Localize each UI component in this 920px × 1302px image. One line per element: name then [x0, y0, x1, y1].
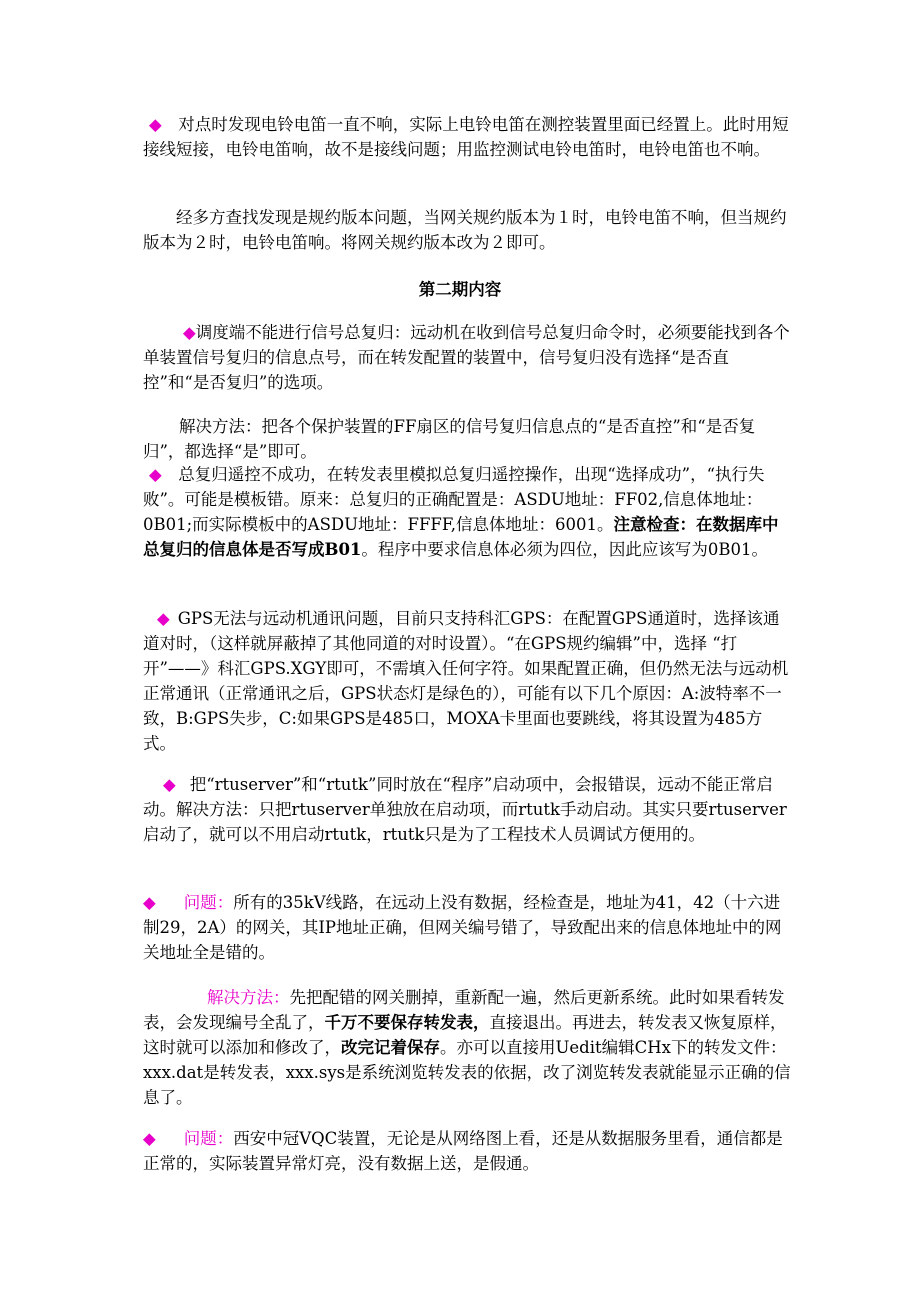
paragraph-text: 西安中冠VQC装置，无论是从网络图上看，还是从数据服务里看，通信都是正常的，实际装置异常灯亮，没有数据上送，是假通。 [143, 1129, 783, 1173]
question-label: 问题： [183, 1129, 234, 1148]
paragraph-text: 经多方查找发现是规约版本问题，当网关规约版本为１时，电铃电笛不响，但当规约版本为２时，电铃电笛响。将网关规约版本改为２即可。 [143, 208, 787, 252]
paragraph-gateway-solution [143, 985, 793, 1110]
paragraph-text: GPS无法与远动机通讯问题，目前只支持科汇GPS：在配置GPS通道时，选择该通道对时，（这样就屏蔽掉了其他同道的对时设置）。“在GPS规约编辑”中，选择 “打开”——》科汇GPS.XGY即可，不需填入任何字符。如果配置正确，但仍然无法与远动机正常通讯（正常通讯之后，GPS状态灯是绿色的），可能有以下几个原因：A:波特率不一致，B:GPS失步，C:如果GPS是485口，MOXA卡里面也要跳线，将其设置为485方式。 [143, 609, 789, 753]
paragraph-total-reset [143, 462, 793, 562]
paragraph-text-3: 。亦可以直接用Uedit编辑CHx下的转发文件：xxx.dat是转发表，xxx.sys是系统浏览转发表的依据，改了浏览转发表就能显示正确的信息了。 [143, 1038, 791, 1107]
paragraph-bell-issue [143, 112, 793, 162]
diamond-bullet-icon: ◆ [149, 465, 162, 484]
paragraph-rtuserver [143, 772, 793, 847]
paragraph-text: 解决方法：把各个保护装置的FF扇区的信号复归信息点的“是否直控”和“是否复归”，都选择“是”即可。 [143, 417, 756, 461]
question-label: 问题： [183, 893, 234, 912]
section-title: 第二期内容 [418, 280, 502, 299]
diamond-bullet-icon: ◆ [149, 115, 162, 134]
paragraph-text: 所有的35kV线路，在远动上没有数据，经检查是，地址为41，42（十六进制29，2A）的网关，其IP地址正确，但网关编号错了，导致配出来的信息体地址中的网关地址全是错的。 [143, 893, 782, 962]
paragraph-text-tail: 。程序中要求信息体必须为四位，因此应该写为0B01。 [361, 540, 769, 559]
diamond-bullet-icon: ◆ [157, 609, 170, 628]
paragraph-text: 总复归遥控不成功，在转发表里模拟总复归遥控操作，出现“选择成功”，“执行失败”。可能是模板错。原来：总复归的正确配置是：ASDU地址：FF02,信息体地址：0B01;而实际模板中的ASDU地址：FFFF,信息体地址：6001。 [143, 465, 765, 534]
bold-warning: 千万不要保存转发表， [324, 1013, 490, 1032]
solution-label: 解决方法： [207, 988, 290, 1007]
diamond-bullet-icon: ◆ [143, 893, 156, 912]
diamond-bullet-icon: ◆ [163, 775, 176, 794]
paragraph-text-1: 先把配错的网关删掉，重新配一遍，然后更新系统。此时如果看转发表，会发现编号全乱了， [143, 988, 785, 1032]
paragraph-text: 调度端不能进行信号总复归：远动机在收到信号总复归命令时，必须要能找到各个单装置信号复归的信息点号，而在转发配置的装置中，信号复归没有选择“是否直控”和“是否复归”的选项。 [143, 323, 790, 392]
bold-save-note: 改完记着保存 [341, 1038, 440, 1057]
paragraph-35kv [143, 890, 793, 965]
paragraph-solution-ff [143, 414, 793, 464]
diamond-bullet-icon: ◆ [143, 1129, 156, 1148]
bold-note: 注意检查：在数据库中总复归的信息体是否写成B01 [143, 515, 779, 559]
paragraph-text-2: 直接退出。再进去，转发表又恢复原样，这时就可以添加和修改了， [143, 1013, 787, 1057]
paragraph-protocol-version [143, 205, 793, 255]
paragraph-text: 对点时发现电铃电笛一直不响，实际上电铃电笛在测控装置里面已经置上。此时用短接线短接，电铃电笛响，故不是接线问题；用监控测试电铃电笛时，电铃电笛也不响。 [143, 115, 789, 159]
paragraph-text: 把“rtuserver”和“rtutk”同时放在“程序”启动项中，会报错误，远动不能正常启动。解决方法：只把rtuserver单独放在启动项，而rtutk手动启动。其实只要rtuserver启动了，就可以不用启动rtutk，rtutk只是为了工程技术人员调试方便用的。 [143, 775, 787, 844]
paragraph-gps [143, 606, 793, 756]
diamond-bullet-icon: ◆ [183, 323, 196, 342]
paragraph-signal-reset [143, 320, 793, 395]
paragraph-vqc [143, 1126, 793, 1176]
